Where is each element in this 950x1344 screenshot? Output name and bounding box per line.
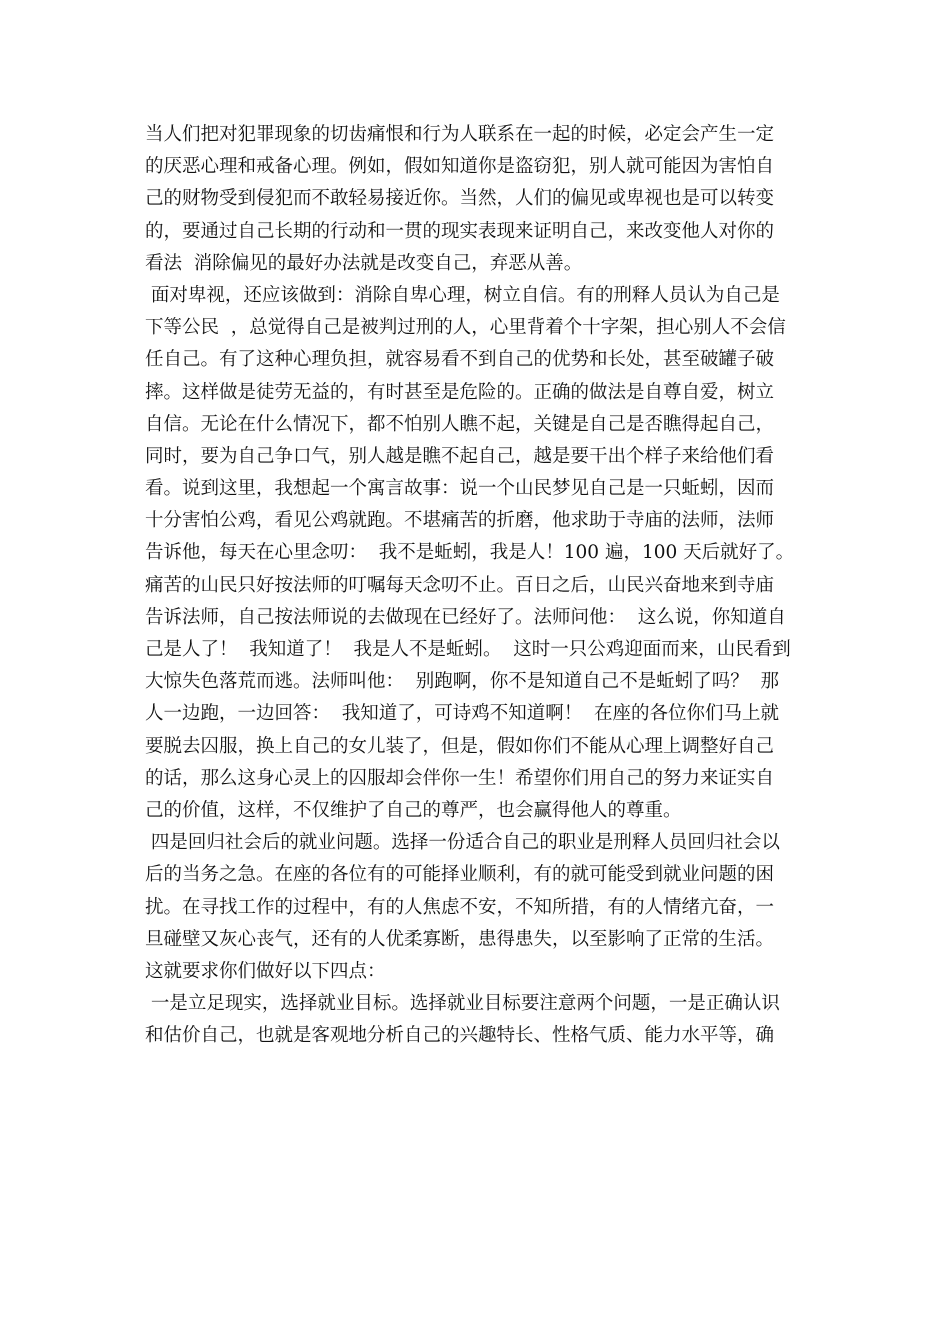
text-line: 扰。在寻找工作的过程中，有的人焦虑不安，不知所措，有的人情绪亢奋，一 xyxy=(145,896,775,918)
text-line: 同时，要为自己争口气，别人越是瞧不起自己，越是要干出个样子来给他们看 xyxy=(145,445,775,467)
text-line: 己的价值，这样，不仅维护了自己的尊严，也会赢得他人的尊重。 xyxy=(145,799,682,821)
text-line: 的厌恶心理和戒备心理。例如，假如知道你是盗窃犯，别人就可能因为害怕自 xyxy=(145,156,775,178)
text-line: 当人们把对犯罪现象的切齿痛恨和行为人联系在一起的时候，必定会产生一定 xyxy=(145,124,775,145)
text-line: 旦碰壁又灰心丧气，还有的人优柔寡断，患得患失，以至影响了正常的生活。 xyxy=(145,928,775,950)
text-line: 摔。这样做是徒劳无益的，有时甚至是危险的。正确的做法是自尊自爱，树立 xyxy=(145,381,775,403)
text-line: 人一边跑，一边回答： 我知道了，可诗鸡不知道啊！ 在座的各位你们马上就 xyxy=(145,703,780,725)
text-line: 任自己。有了这种心理负担，就容易看不到自己的优势和长处，甚至破罐子破 xyxy=(145,349,775,371)
text-line: 十分害怕公鸡，看见公鸡就跑。不堪痛苦的折磨，他求助于寺庙的法师，法师 xyxy=(145,510,775,532)
text-line: 看法 消除偏见的最好办法就是改变自己，弃恶从善。 xyxy=(145,252,583,274)
text-line: 后的当务之急。在座的各位有的可能择业顺利，有的就可能受到就业问题的困 xyxy=(145,864,775,886)
text-line: 己的财物受到侵犯而不敢轻易接近你。当然，人们的偏见或卑视也是可以转变 xyxy=(145,188,775,210)
text-line: 痛苦的山民只好按法师的叮嘱每天念叨不止。百日之后，山民兴奋地来到寺庙 xyxy=(145,574,775,596)
text-line: 要脱去囚服，换上自己的女儿装了，但是，假如你们不能从心理上调整好自己 xyxy=(145,735,775,757)
text-line: 的，要通过自己长期的行动和一贯的现实表现来证明自己，来改变他人对你的 xyxy=(145,220,775,242)
text-line: 自信。无论在什么情况下，都不怕别人瞧不起，关键是自己是否瞧得起自己， xyxy=(145,413,775,435)
text-line: 下等公民 ，总觉得自己是被判过刑的人，心里背着个十字架，担心别人不会信 xyxy=(145,317,786,339)
text-line: 告诉他，每天在心里念叨： 我不是蚯蚓，我是人！100 遍，100 天后就好了。 xyxy=(145,542,795,564)
text-line: 一是立足现实，选择就业目标。选择就业目标要注意两个问题，一是正确认识 xyxy=(145,993,780,1015)
text-line: 己是人了！ 我知道了！ 我是人不是蚯蚓。 这时一只公鸡迎面而来，山民看到 xyxy=(145,639,791,660)
text-line: 和估价自己，也就是客观地分析自己的兴趣特长、性格气质、能力水平等，确 xyxy=(145,1025,775,1047)
text-line: 的话，那么这身心灵上的囚服却会伴你一生！希望你们用自己的努力来证实自 xyxy=(145,767,775,789)
text-line: 四是回归社会后的就业问题。选择一份适合自己的职业是刑释人员回归社会以 xyxy=(145,832,780,854)
text-line: 看。说到这里，我想起一个寓言故事：说一个山民梦见自己是一只蚯蚓，因而 xyxy=(145,478,775,500)
text-line: 大惊失色落荒而逃。法师叫他： 别跑啊，你不是知道自己不是蚯蚓了吗？ 那 xyxy=(145,671,780,693)
text-line: 这就要求你们做好以下四点： xyxy=(145,960,386,982)
body-text xyxy=(145,119,815,1052)
text-line: 告诉法师，自己按法师说的去做现在已经好了。法师问他： 这么说，你知道自 xyxy=(145,606,786,628)
text-line: 面对卑视，还应该做到：消除自卑心理，树立自信。有的刑释人员认为自己是 xyxy=(145,284,780,306)
